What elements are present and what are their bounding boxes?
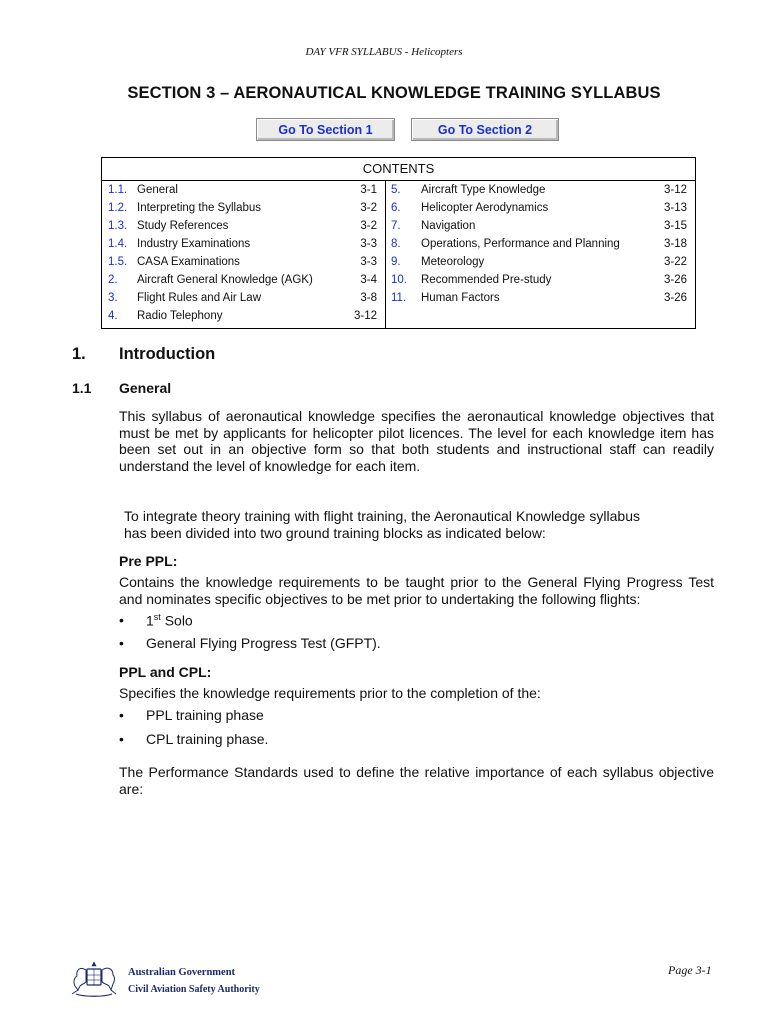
contents-row[interactable]: [385, 271, 695, 289]
intro-paragraph: This syllabus of aeronautical knowledge specifies the aeronautical knowledge objectives that must be met by applicants for helicopter pilot licences. The level for each knowledge item has been set out in an objective form so that both students and instructional staff can readily understand the level of knowledge for each item.: [119, 408, 714, 474]
contents-label: Study References: [137, 220, 229, 232]
contents-page: 3-13: [663, 202, 687, 214]
training-blocks-paragraph: To integrate theory training with flight training, the Aeronautical Knowledge syllabus has been divided into two ground training blocks as indicated below:: [124, 508, 640, 541]
contents-label: Radio Telephony: [137, 310, 223, 322]
contents-row[interactable]: [102, 181, 385, 199]
performance-standards-paragraph: The Performance Standards used to define the relative importance of each syllabus objective are:: [119, 764, 714, 797]
contents-label: Aircraft Type Knowledge: [421, 184, 546, 196]
contents-label: Flight Rules and Air Law: [137, 292, 262, 304]
section-title: SECTION 3 – AERONAUTICAL KNOWLEDGE TRAINING SYLLABUS: [127, 84, 661, 102]
contents-number-link[interactable]: 1.1.: [108, 184, 128, 196]
contents-page: 3-1: [360, 184, 377, 196]
ordinal-suffix: st: [153, 612, 161, 622]
contents-row[interactable]: [385, 217, 695, 235]
contents-number-link[interactable]: 5.: [391, 184, 401, 196]
contents-page: 3-3: [360, 256, 377, 268]
contents-label: Aircraft General Knowledge (AGK): [137, 274, 313, 286]
contents-label: General: [137, 184, 178, 196]
bullet-icon: •: [119, 731, 124, 747]
contents-label: Operations, Performance and Planning: [421, 238, 620, 250]
contents-page: 3-26: [663, 274, 687, 286]
list-item-text: 1: [146, 612, 154, 629]
contents-page: 3-2: [360, 202, 377, 214]
contents-label: Interpreting the Syllabus: [137, 202, 262, 214]
contents-page: 3-18: [663, 238, 687, 250]
logo-line-1: Australian Government: [128, 967, 236, 978]
logo-line-2: Civil Aviation Safety Authority: [128, 984, 260, 995]
contents-row[interactable]: [385, 235, 695, 253]
contents-row[interactable]: [102, 307, 385, 325]
contents-label: CASA Examinations: [137, 256, 240, 268]
contents-page: 3-3: [360, 238, 377, 250]
contents-label: Navigation: [421, 220, 476, 232]
list-item-text: Solo: [160, 612, 193, 629]
bullet-icon: •: [119, 707, 124, 723]
contents-page: 3-12: [353, 310, 377, 322]
contents-page: 3-8: [360, 292, 377, 304]
subsection-heading: General: [119, 380, 172, 396]
contents-page: 3-2: [360, 220, 377, 232]
running-header: DAY VFR SYLLABUS - Helicopters: [305, 46, 463, 58]
contents-page: 3-22: [663, 256, 687, 268]
bullet-icon: •: [119, 612, 124, 628]
contents-row[interactable]: [102, 235, 385, 253]
contents-heading: CONTENTS: [102, 158, 695, 181]
contents-row[interactable]: [102, 199, 385, 217]
ppl-cpl-label: PPL and CPL:: [119, 664, 212, 680]
contents-number-link[interactable]: 8.: [391, 238, 401, 250]
contents-page: 3-12: [663, 184, 687, 196]
contents-row[interactable]: [102, 253, 385, 271]
contents-right-column: [385, 181, 695, 307]
contents-page: 3-26: [663, 292, 687, 304]
contents-row[interactable]: [385, 199, 695, 217]
list-item-text: General Flying Progress Test (GFPT).: [146, 635, 381, 651]
contents-number-link[interactable]: 9.: [391, 256, 401, 268]
contents-page: 3-15: [663, 220, 687, 232]
contents-number-link[interactable]: 10.: [391, 274, 407, 286]
contents-page: 3-4: [360, 274, 377, 286]
contents-number-link[interactable]: 6.: [391, 202, 401, 214]
casa-logo: [68, 960, 258, 1000]
contents-number-link[interactable]: 7.: [391, 220, 401, 232]
pre-ppl-paragraph: Contains the knowledge requirements to be taught prior to the General Flying Progress Test and nominates specific objectives to be met prior to undertaking the following flights:: [119, 574, 714, 607]
contents-row[interactable]: [385, 181, 695, 199]
page-number: Page 3-1: [668, 963, 712, 977]
contents-left-column: [102, 181, 386, 328]
contents-label: Recommended Pre-study: [421, 274, 552, 286]
pre-ppl-label: Pre PPL:: [119, 553, 178, 569]
contents-row[interactable]: [385, 253, 695, 271]
contents-row[interactable]: [102, 271, 385, 289]
contents-row[interactable]: [102, 217, 385, 235]
contents-label: Helicopter Aerodynamics: [421, 202, 549, 214]
contents-number-link[interactable]: 4.: [108, 310, 118, 322]
contents-number-link[interactable]: 1.3.: [108, 220, 128, 232]
bullet-icon: •: [119, 635, 124, 651]
contents-number-link[interactable]: 11.: [391, 292, 407, 304]
contents-number-link[interactable]: 2.: [108, 274, 118, 286]
contents-number-link[interactable]: 1.2.: [108, 202, 128, 214]
contents-row[interactable]: [385, 289, 695, 307]
contents-label: Industry Examinations: [137, 238, 251, 250]
coat-of-arms-icon: [68, 960, 120, 1000]
section-number: 1.: [72, 345, 86, 363]
contents-number-link[interactable]: 1.4.: [108, 238, 128, 250]
go-to-section-2-button[interactable]: Go To Section 2: [411, 118, 559, 141]
go-to-section-1-button[interactable]: Go To Section 1: [256, 118, 395, 141]
ppl-cpl-paragraph: Specifies the knowledge requirements prior to the completion of the:: [119, 685, 541, 701]
contents-row[interactable]: [102, 289, 385, 307]
list-item-text: CPL training phase.: [146, 731, 269, 747]
subsection-number: 1.1: [72, 380, 92, 396]
contents-table: [101, 157, 696, 329]
contents-label: Meteorology: [421, 256, 485, 268]
section-heading: Introduction: [119, 345, 216, 363]
list-item-text: PPL training phase: [146, 707, 264, 723]
contents-label: Human Factors: [421, 292, 500, 304]
contents-number-link[interactable]: 3.: [108, 292, 118, 304]
contents-number-link[interactable]: 1.5.: [108, 256, 128, 268]
